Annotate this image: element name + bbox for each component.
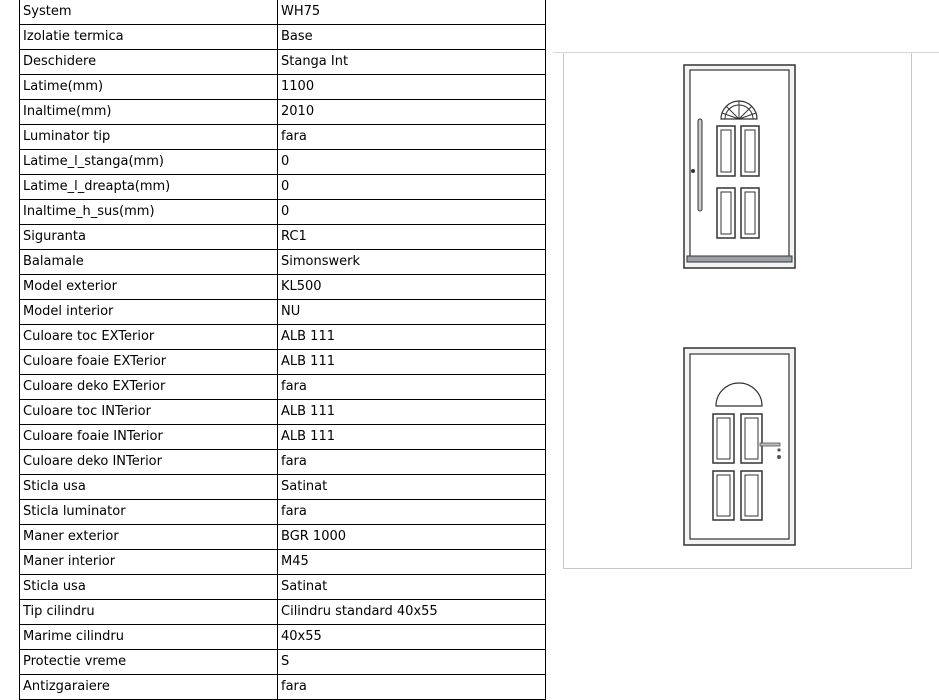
spec-row bbox=[20, 425, 546, 450]
spec-row bbox=[20, 325, 546, 350]
spec-value: M45 bbox=[278, 550, 546, 575]
spec-value: 0 bbox=[278, 200, 546, 225]
spec-value: ALB 111 bbox=[278, 400, 546, 425]
spec-row bbox=[20, 25, 546, 50]
spec-value: S bbox=[278, 650, 546, 675]
spec-label: Marime cilindru bbox=[20, 625, 278, 650]
spec-row bbox=[20, 600, 546, 625]
spec-row bbox=[20, 350, 546, 375]
spec-row bbox=[20, 225, 546, 250]
spec-label: Siguranta bbox=[20, 225, 278, 250]
spec-label: Sticla usa bbox=[20, 475, 278, 500]
spec-label: Latime(mm) bbox=[20, 75, 278, 100]
spec-label: Antizgaraiere bbox=[20, 675, 278, 700]
spec-label: Deschidere bbox=[20, 50, 278, 75]
spec-label: Protectie vreme bbox=[20, 650, 278, 675]
spec-label: Tip cilindru bbox=[20, 600, 278, 625]
spec-value: 2010 bbox=[278, 100, 546, 125]
spec-label: Sticla luminator bbox=[20, 500, 278, 525]
spec-value: fara bbox=[278, 675, 546, 700]
spec-label: Culoare foaie EXTerior bbox=[20, 350, 278, 375]
spec-row bbox=[20, 250, 546, 275]
spec-row bbox=[20, 500, 546, 525]
specification-table-body bbox=[20, 0, 546, 700]
spec-label: Maner exterior bbox=[20, 525, 278, 550]
door-exterior-view bbox=[683, 64, 796, 269]
spec-label: Sticla usa bbox=[20, 575, 278, 600]
spec-row bbox=[20, 625, 546, 650]
spec-row bbox=[20, 0, 546, 25]
spec-row bbox=[20, 175, 546, 200]
door-preview-panel bbox=[563, 53, 912, 569]
spec-label: Model exterior bbox=[20, 275, 278, 300]
spec-value: Cilindru standard 40x55 bbox=[278, 600, 546, 625]
spec-value: 1100 bbox=[278, 75, 546, 100]
spec-value: 40x55 bbox=[278, 625, 546, 650]
spec-row bbox=[20, 550, 546, 575]
spec-label: Maner interior bbox=[20, 550, 278, 575]
spec-row bbox=[20, 525, 546, 550]
spec-label: Izolatie termica bbox=[20, 25, 278, 50]
spec-value: ALB 111 bbox=[278, 350, 546, 375]
spec-label: Inaltime_h_sus(mm) bbox=[20, 200, 278, 225]
spec-row bbox=[20, 375, 546, 400]
spec-row bbox=[20, 300, 546, 325]
spec-row bbox=[20, 100, 546, 125]
spec-value: fara bbox=[278, 375, 546, 400]
spec-value: Stanga Int bbox=[278, 50, 546, 75]
spec-label: Culoare deko EXTerior bbox=[20, 375, 278, 400]
spec-label: System bbox=[20, 0, 278, 25]
spec-row bbox=[20, 450, 546, 475]
spec-label: Latime_l_stanga(mm) bbox=[20, 150, 278, 175]
spec-label: Luminator tip bbox=[20, 125, 278, 150]
spec-row bbox=[20, 75, 546, 100]
spec-value: ALB 111 bbox=[278, 325, 546, 350]
spec-value: Base bbox=[278, 25, 546, 50]
spec-label: Culoare toc INTerior bbox=[20, 400, 278, 425]
spec-value: WH75 bbox=[278, 0, 546, 25]
spec-value: Simonswerk bbox=[278, 250, 546, 275]
door-interior-drawing bbox=[683, 347, 796, 547]
spec-value: fara bbox=[278, 125, 546, 150]
spec-label: Model interior bbox=[20, 300, 278, 325]
spec-value: BGR 1000 bbox=[278, 525, 546, 550]
spec-value: Satinat bbox=[278, 575, 546, 600]
spec-row bbox=[20, 275, 546, 300]
spec-value: RC1 bbox=[278, 225, 546, 250]
spec-value: fara bbox=[278, 500, 546, 525]
spec-value: NU bbox=[278, 300, 546, 325]
spec-row bbox=[20, 575, 546, 600]
spec-label: Inaltime(mm) bbox=[20, 100, 278, 125]
door-interior-view bbox=[683, 347, 796, 547]
spec-row bbox=[20, 50, 546, 75]
spec-row bbox=[20, 475, 546, 500]
spec-value: fara bbox=[278, 450, 546, 475]
spec-row bbox=[20, 150, 546, 175]
door-exterior-drawing bbox=[683, 64, 796, 269]
spec-label: Culoare deko INTerior bbox=[20, 450, 278, 475]
spec-label: Latime_l_dreapta(mm) bbox=[20, 175, 278, 200]
spec-value: ALB 111 bbox=[278, 425, 546, 450]
spec-label: Culoare toc EXTerior bbox=[20, 325, 278, 350]
spec-row bbox=[20, 675, 546, 700]
spec-row bbox=[20, 200, 546, 225]
spec-row bbox=[20, 125, 546, 150]
spec-label: Culoare foaie INTerior bbox=[20, 425, 278, 450]
spec-value: KL500 bbox=[278, 275, 546, 300]
spec-value: 0 bbox=[278, 150, 546, 175]
spec-row bbox=[20, 650, 546, 675]
spec-row bbox=[20, 400, 546, 425]
spec-value: Satinat bbox=[278, 475, 546, 500]
spec-value: 0 bbox=[278, 175, 546, 200]
specification-table bbox=[19, 0, 546, 700]
spec-label: Balamale bbox=[20, 250, 278, 275]
